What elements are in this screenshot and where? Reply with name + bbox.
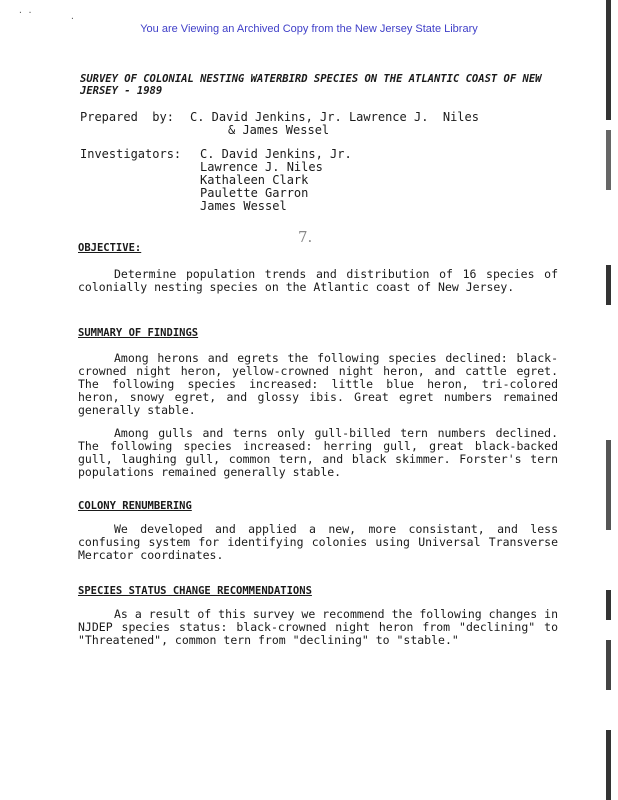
- findings-heading: SUMMARY OF FINDINGS: [78, 327, 199, 339]
- scan-edge-mark: [606, 730, 611, 800]
- scan-speck: ·: [70, 14, 75, 23]
- prepared-authors: C. David Jenkins, Jr. Lawrence J. Niles: [190, 110, 479, 124]
- scan-edge-mark: [606, 130, 611, 190]
- scan-edge-mark: [606, 0, 611, 120]
- recommendations-text: As a result of this survey we recommend the following changes in NJDEP species status: black-crowned night heron from "declining" to "Threatened", common tern from "declining" to "stable.": [78, 607, 558, 647]
- prepared-authors-cont: & James Wessel: [228, 123, 330, 137]
- renumbering-text: We developed and applied a new, more consistant, and less confusing system for identifying colonies using Universal Transverse Mercator coordinates.: [78, 522, 558, 562]
- prepared-label: Prepared by:: [80, 110, 174, 124]
- investigator-name: C. David Jenkins, Jr.: [200, 147, 352, 161]
- archive-banner: You are Viewing an Archived Copy from the New Jersey State Library: [140, 23, 478, 35]
- document-title: SURVEY OF COLONIAL NESTING WATERBIRD SPECIES ON THE ATLANTIC COAST OF NEW JERSEY - 1989: [80, 73, 542, 97]
- investigators-label: Investigators:: [80, 147, 182, 161]
- scan-edge-mark: [606, 440, 611, 530]
- findings-paragraph-2: Among gulls and terns only gull-billed tern numbers declined. The following species increased: herring gull, great black-backed gull, laughing gull, common tern, and black skimmer. Forster's tern populations remained generally stable.: [78, 426, 558, 479]
- findings-paragraph-1: Among herons and egrets the following species declined: black-crowned night heron, yellow-crowned night heron, and cattle egret. The following species increased: little blue heron, tri-colored heron, snowy egret, and glossy ibis. Great egret numbers remained generally stable.: [78, 351, 558, 417]
- scan-edge-mark: [606, 265, 611, 305]
- objective-text: Determine population trends and distribution of 16 species of colonially nesting species on the Atlantic coast of New Jersey.: [78, 267, 558, 294]
- objective-heading: OBJECTIVE:: [78, 242, 142, 254]
- scan-speck: · ·: [18, 8, 33, 17]
- investigator-name: Paulette Garron: [200, 186, 309, 200]
- investigator-name: James Wessel: [200, 199, 287, 213]
- recommendations-heading: SPECIES STATUS CHANGE RECOMMENDATIONS: [78, 585, 312, 597]
- investigator-name: Kathaleen Clark: [200, 173, 309, 187]
- investigator-name: Lawrence J. Niles: [200, 160, 323, 174]
- handwritten-mark: 7.: [298, 228, 313, 246]
- renumbering-heading: COLONY RENUMBERING: [78, 500, 192, 512]
- scan-edge-mark: [606, 640, 611, 690]
- scan-edge-mark: [606, 590, 611, 620]
